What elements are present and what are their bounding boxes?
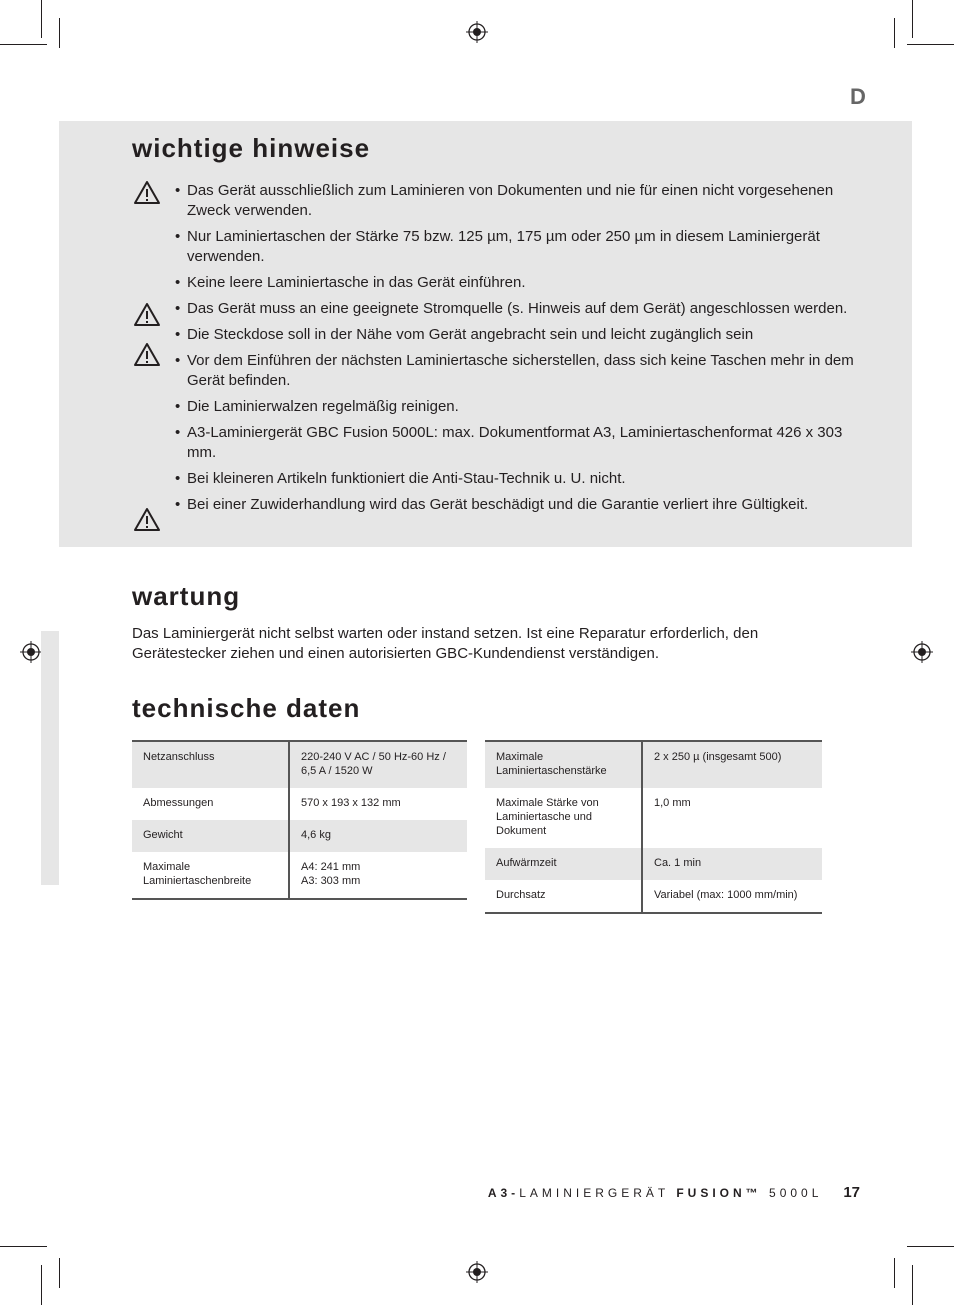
list-item: • Die Steckdose soll in der Nähe vom Gerät angebracht sein und leicht zugänglich sein (175, 326, 754, 343)
maintenance-title: wartung (132, 581, 241, 611)
list-item: • Bei kleineren Artikeln funktioniert die Anti-Stau-Technik u. U. nicht. (175, 470, 626, 487)
crop-mark (0, 44, 47, 45)
footer-model: 5000L (769, 1186, 822, 1200)
page-footer (488, 1184, 860, 1201)
spec-key: Maximale Laminiertaschenstärke (485, 741, 642, 788)
list-item: • Nur Laminiertaschen der Stärke 75 bzw. 125 µm, 175 µm oder 250 µm in diesem Laminiergerät verwenden. (175, 228, 820, 265)
tech-title: technische daten (132, 693, 361, 723)
spec-key: Netzanschluss (132, 741, 289, 788)
tech-table-right (485, 740, 822, 914)
warning-icon (133, 507, 161, 532)
table-row (485, 880, 822, 913)
table-row (132, 852, 467, 899)
spec-key: Maximale Stärke von Laminiertasche und Dokument (485, 788, 642, 848)
hints-list (175, 181, 855, 521)
warning-icon (133, 180, 161, 205)
registration-mark-icon (466, 1261, 488, 1283)
list-item: • Keine leere Laminiertasche in das Gerät einführen. (175, 274, 526, 291)
spec-value: 1,0 mm (654, 797, 691, 809)
table-row (485, 788, 822, 848)
table-row (132, 788, 467, 820)
list-item: • A3-Laminiergerät GBC Fusion 5000L: max. Dokumentformat A3, Laminiertaschenformat 426 x 303 mm. (175, 424, 843, 461)
warning-icon (133, 342, 161, 367)
table-row (485, 848, 822, 880)
crop-mark (912, 0, 913, 38)
page-number: 17 (843, 1184, 860, 1201)
table-row (485, 741, 822, 788)
spec-value: 4,6 kg (289, 820, 467, 852)
spec-value: A4: 241 mm A3: 303 mm (301, 861, 361, 887)
spec-key: Maximale Laminiertaschenbreite (132, 852, 289, 899)
table-row (132, 741, 467, 788)
list-item: • Das Gerät muss an eine geeignete Stromquelle (s. Hinweis auf dem Gerät) angeschlossen werden. (175, 300, 848, 317)
list-item: • Vor dem Einführen der nächsten Laminiertasche sicherstellen, dass sich keine Taschen mehr in dem Gerät befinden. (175, 352, 854, 389)
spec-value: Ca. 1 min (642, 848, 822, 880)
spec-value: Variabel (max: 1000 mm/min) (654, 889, 798, 901)
language-tab: D (850, 84, 866, 109)
crop-mark (59, 1258, 60, 1288)
footer-product: LAMINIERGERÄT (519, 1186, 669, 1200)
crop-mark (912, 1265, 913, 1305)
spec-value: 220-240 V AC / 50 Hz-60 Hz / 6,5 A / 1520 W (289, 741, 467, 788)
registration-mark-icon (20, 641, 42, 663)
crop-mark (0, 1246, 47, 1247)
list-item: • Bei einer Zuwiderhandlung wird das Gerät beschädigt und die Garantie verliert ihre Gültigkeit. (175, 496, 809, 513)
spec-value: 2 x 250 µ (insgesamt 500) (642, 741, 822, 788)
footer-brand: FUSION™ (676, 1186, 762, 1200)
list-item: • Die Laminierwalzen regelmäßig reinigen. (175, 398, 459, 415)
warning-icon (133, 302, 161, 327)
crop-mark (41, 1265, 42, 1305)
registration-mark-icon (466, 21, 488, 43)
crop-mark (907, 1246, 954, 1247)
crop-mark (41, 0, 42, 38)
footer-prefix: A3- (487, 1186, 520, 1200)
maintenance-text: Das Laminiergerät nicht selbst warten oder instand setzen. Ist eine Reparatur erforderlich, den Gerätestecker ziehen und einen autorisierten GBC-Kundendienst verständigen. (132, 625, 759, 662)
side-bar (41, 631, 59, 885)
crop-mark (894, 18, 895, 48)
list-item: • Das Gerät ausschließlich zum Laminieren von Dokumenten und nie für einen nicht vorgesehenen Zweck verwenden. (175, 182, 834, 219)
spec-key: Abmessungen (132, 788, 289, 820)
crop-mark (894, 1258, 895, 1288)
spec-key: Gewicht (132, 820, 289, 852)
registration-mark-icon (911, 641, 933, 663)
crop-mark (59, 18, 60, 48)
crop-mark (907, 44, 954, 45)
spec-key: Durchsatz (485, 880, 642, 913)
table-row (132, 820, 467, 852)
hints-title: wichtige hinweise (132, 133, 371, 163)
spec-key: Aufwärmzeit (485, 848, 642, 880)
spec-value: 570 x 193 x 132 mm (301, 797, 401, 809)
tech-table-left (132, 740, 467, 900)
